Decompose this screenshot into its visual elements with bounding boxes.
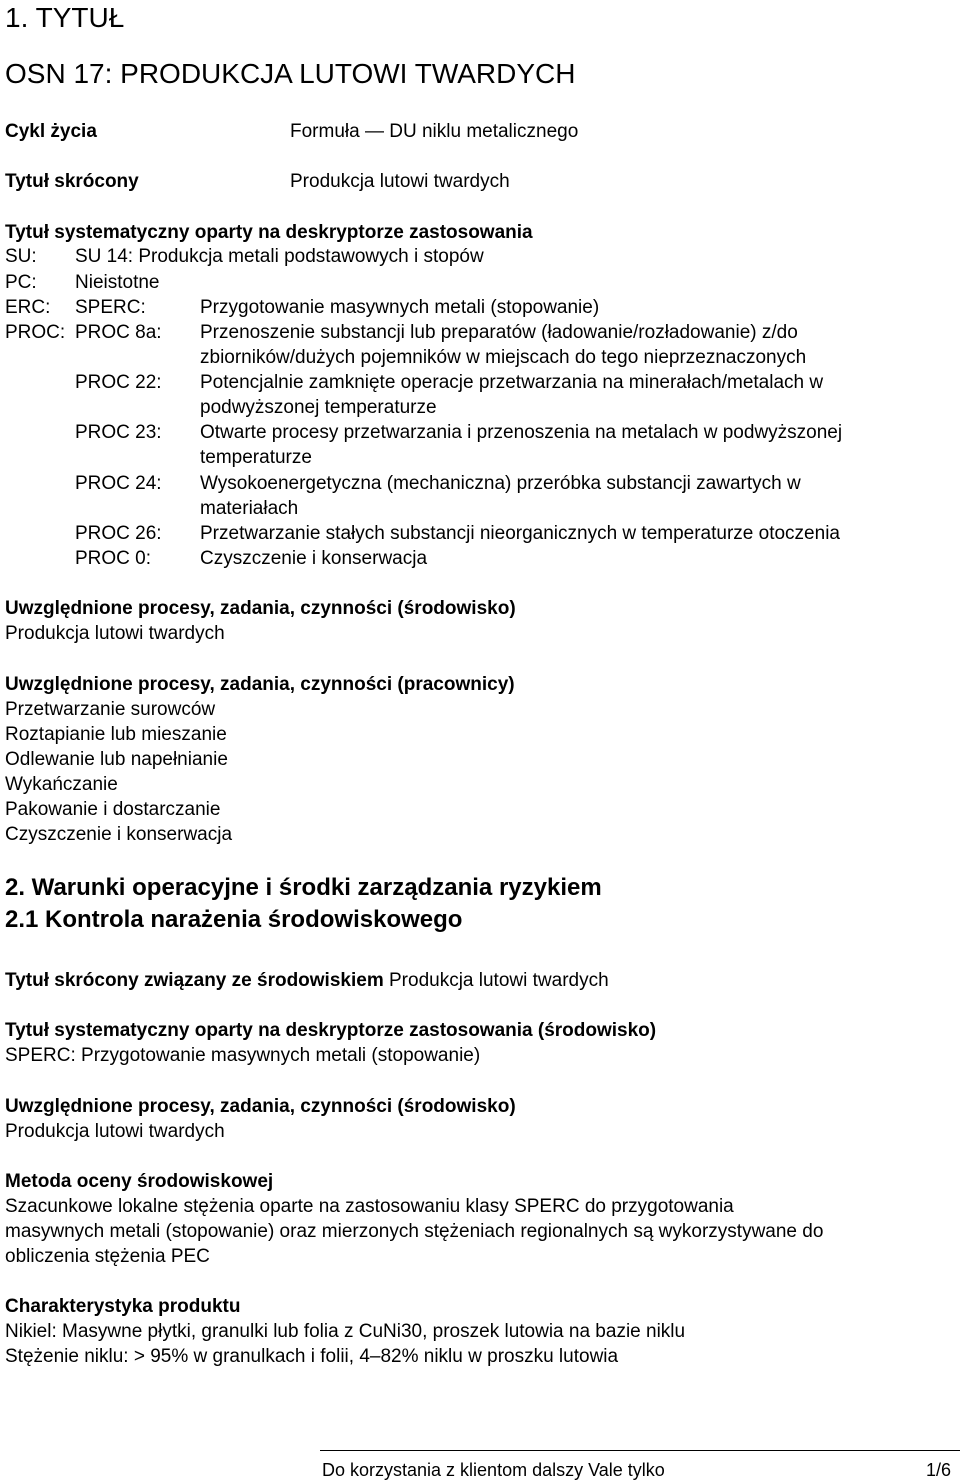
worker-processes-heading: Uwzględnione procesy, zadania, czynności (pracownicy): [5, 674, 515, 695]
proc-desc: podwyższonej temperaturze: [200, 397, 437, 418]
proc-code: PROC 24:: [75, 473, 162, 494]
footer-divider: [320, 1450, 960, 1451]
proc-desc: Potencjalnie zamknięte operacje przetwarzania na minerałach/metalach w: [200, 372, 824, 393]
systematic-title-heading: Tytuł systematyczny oparty na deskryptorze zastosowania: [5, 222, 533, 243]
list-item: Odlewanie lub napełnianie: [5, 749, 228, 770]
method-line: obliczenia stężenia PEC: [5, 1246, 210, 1267]
product-line: Nikiel: Masywne płytki, granulki lub folia z CuNi30, proszek lutowia na bazie niklu: [5, 1321, 686, 1342]
proc-label: PROC:: [5, 322, 66, 343]
product-line: Stężenie niklu: > 95% w granulkach i folii, 4–82% niklu w proszku lutowia: [5, 1346, 619, 1367]
proc-desc: zbiorników/dużych pojemników w miejscach do tego nieprzeznaczonych: [200, 347, 807, 368]
short-title-value: Produkcja lutowi twardych: [290, 171, 510, 192]
proc-code: PROC 22:: [75, 372, 162, 393]
proc-desc: Czyszczenie i konserwacja: [200, 548, 428, 569]
env-short-title-value: Produkcja lutowi twardych: [389, 970, 609, 991]
env-processes-value: Produkcja lutowi twardych: [5, 623, 225, 644]
page-number: 1/6: [926, 1460, 952, 1480]
pc-label: PC:: [5, 272, 37, 293]
erc-value: Przygotowanie masywnych metali (stopowanie): [200, 297, 600, 318]
proc-desc: Wysokoenergetyczna (mechaniczna) przeróbka substancji zawartych w: [200, 473, 801, 494]
env-short-title: [5, 970, 609, 992]
product-heading: Charakterystyka produktu: [5, 1296, 241, 1317]
proc-code: PROC 26:: [75, 523, 162, 544]
proc-desc: materiałach: [200, 498, 299, 519]
erc-code: SPERC:: [75, 297, 146, 318]
proc-code: PROC 23:: [75, 422, 162, 443]
env-processes-heading-2: Uwzględnione procesy, zadania, czynności (środowisko): [5, 1096, 516, 1117]
su-value: SU 14: Produkcja metali podstawowych i stopów: [75, 246, 484, 267]
env-processes-heading: Uwzględnione procesy, zadania, czynności (środowisko): [5, 598, 516, 619]
proc-desc: Otwarte procesy przetwarzania i przenoszenia na metalach w podwyższonej: [200, 422, 843, 443]
env-short-title-label: Tytuł skrócony związany ze środowiskiem: [5, 970, 384, 991]
erc-label: ERC:: [5, 297, 51, 318]
page-title: OSN 17: PRODUKCJA LUTOWI TWARDYCH: [5, 58, 576, 89]
proc-desc: Przenoszenie substancji lub preparatów (ładowanie/rozładowanie) z/do: [200, 322, 798, 343]
pc-value: Nieistotne: [75, 272, 160, 293]
su-label: SU:: [5, 246, 37, 267]
subsection-heading: 2.1 Kontrola narażenia środowiskowego: [5, 906, 463, 933]
env-systematic-value: SPERC: Przygotowanie masywnych metali (stopowanie): [5, 1045, 481, 1066]
method-heading: Metoda oceny środowiskowej: [5, 1171, 274, 1192]
proc-desc: Przetwarzanie stałych substancji nieorganicznych w temperaturze otoczenia: [200, 523, 840, 544]
list-item: Pakowanie i dostarczanie: [5, 799, 221, 820]
list-item: Wykańczanie: [5, 774, 118, 795]
env-processes-value-2: Produkcja lutowi twardych: [5, 1121, 225, 1142]
method-line: masywnych metali (stopowanie) oraz mierzonych stężeniach regionalnych są wykorzystywane do: [5, 1221, 824, 1242]
env-systematic-heading: Tytuł systematyczny oparty na deskryptorze zastosowania (środowisko): [5, 1020, 657, 1041]
list-item: Przetwarzanie surowców: [5, 699, 216, 720]
proc-code: PROC 0:: [75, 548, 152, 569]
footer-text: Do korzystania z klientom dalszy Vale tylko: [322, 1460, 665, 1480]
method-line: Szacunkowe lokalne stężenia oparte na zastosowaniu klasy SPERC do przygotowania: [5, 1196, 734, 1217]
short-title-label: Tytuł skrócony: [5, 171, 139, 192]
section-heading: 2. Warunki operacyjne i środki zarządzania ryzykiem: [5, 874, 602, 901]
proc-code: PROC 8a:: [75, 322, 162, 343]
cykl-label: Cykl życia: [5, 121, 97, 142]
list-item: Czyszczenie i konserwacja: [5, 824, 233, 845]
proc-desc: temperaturze: [200, 447, 312, 468]
cykl-value: Formuła — DU niklu metalicznego: [290, 121, 579, 142]
list-item: Roztapianie lub mieszanie: [5, 724, 227, 745]
section-heading: 1. TYTUŁ: [5, 2, 125, 33]
